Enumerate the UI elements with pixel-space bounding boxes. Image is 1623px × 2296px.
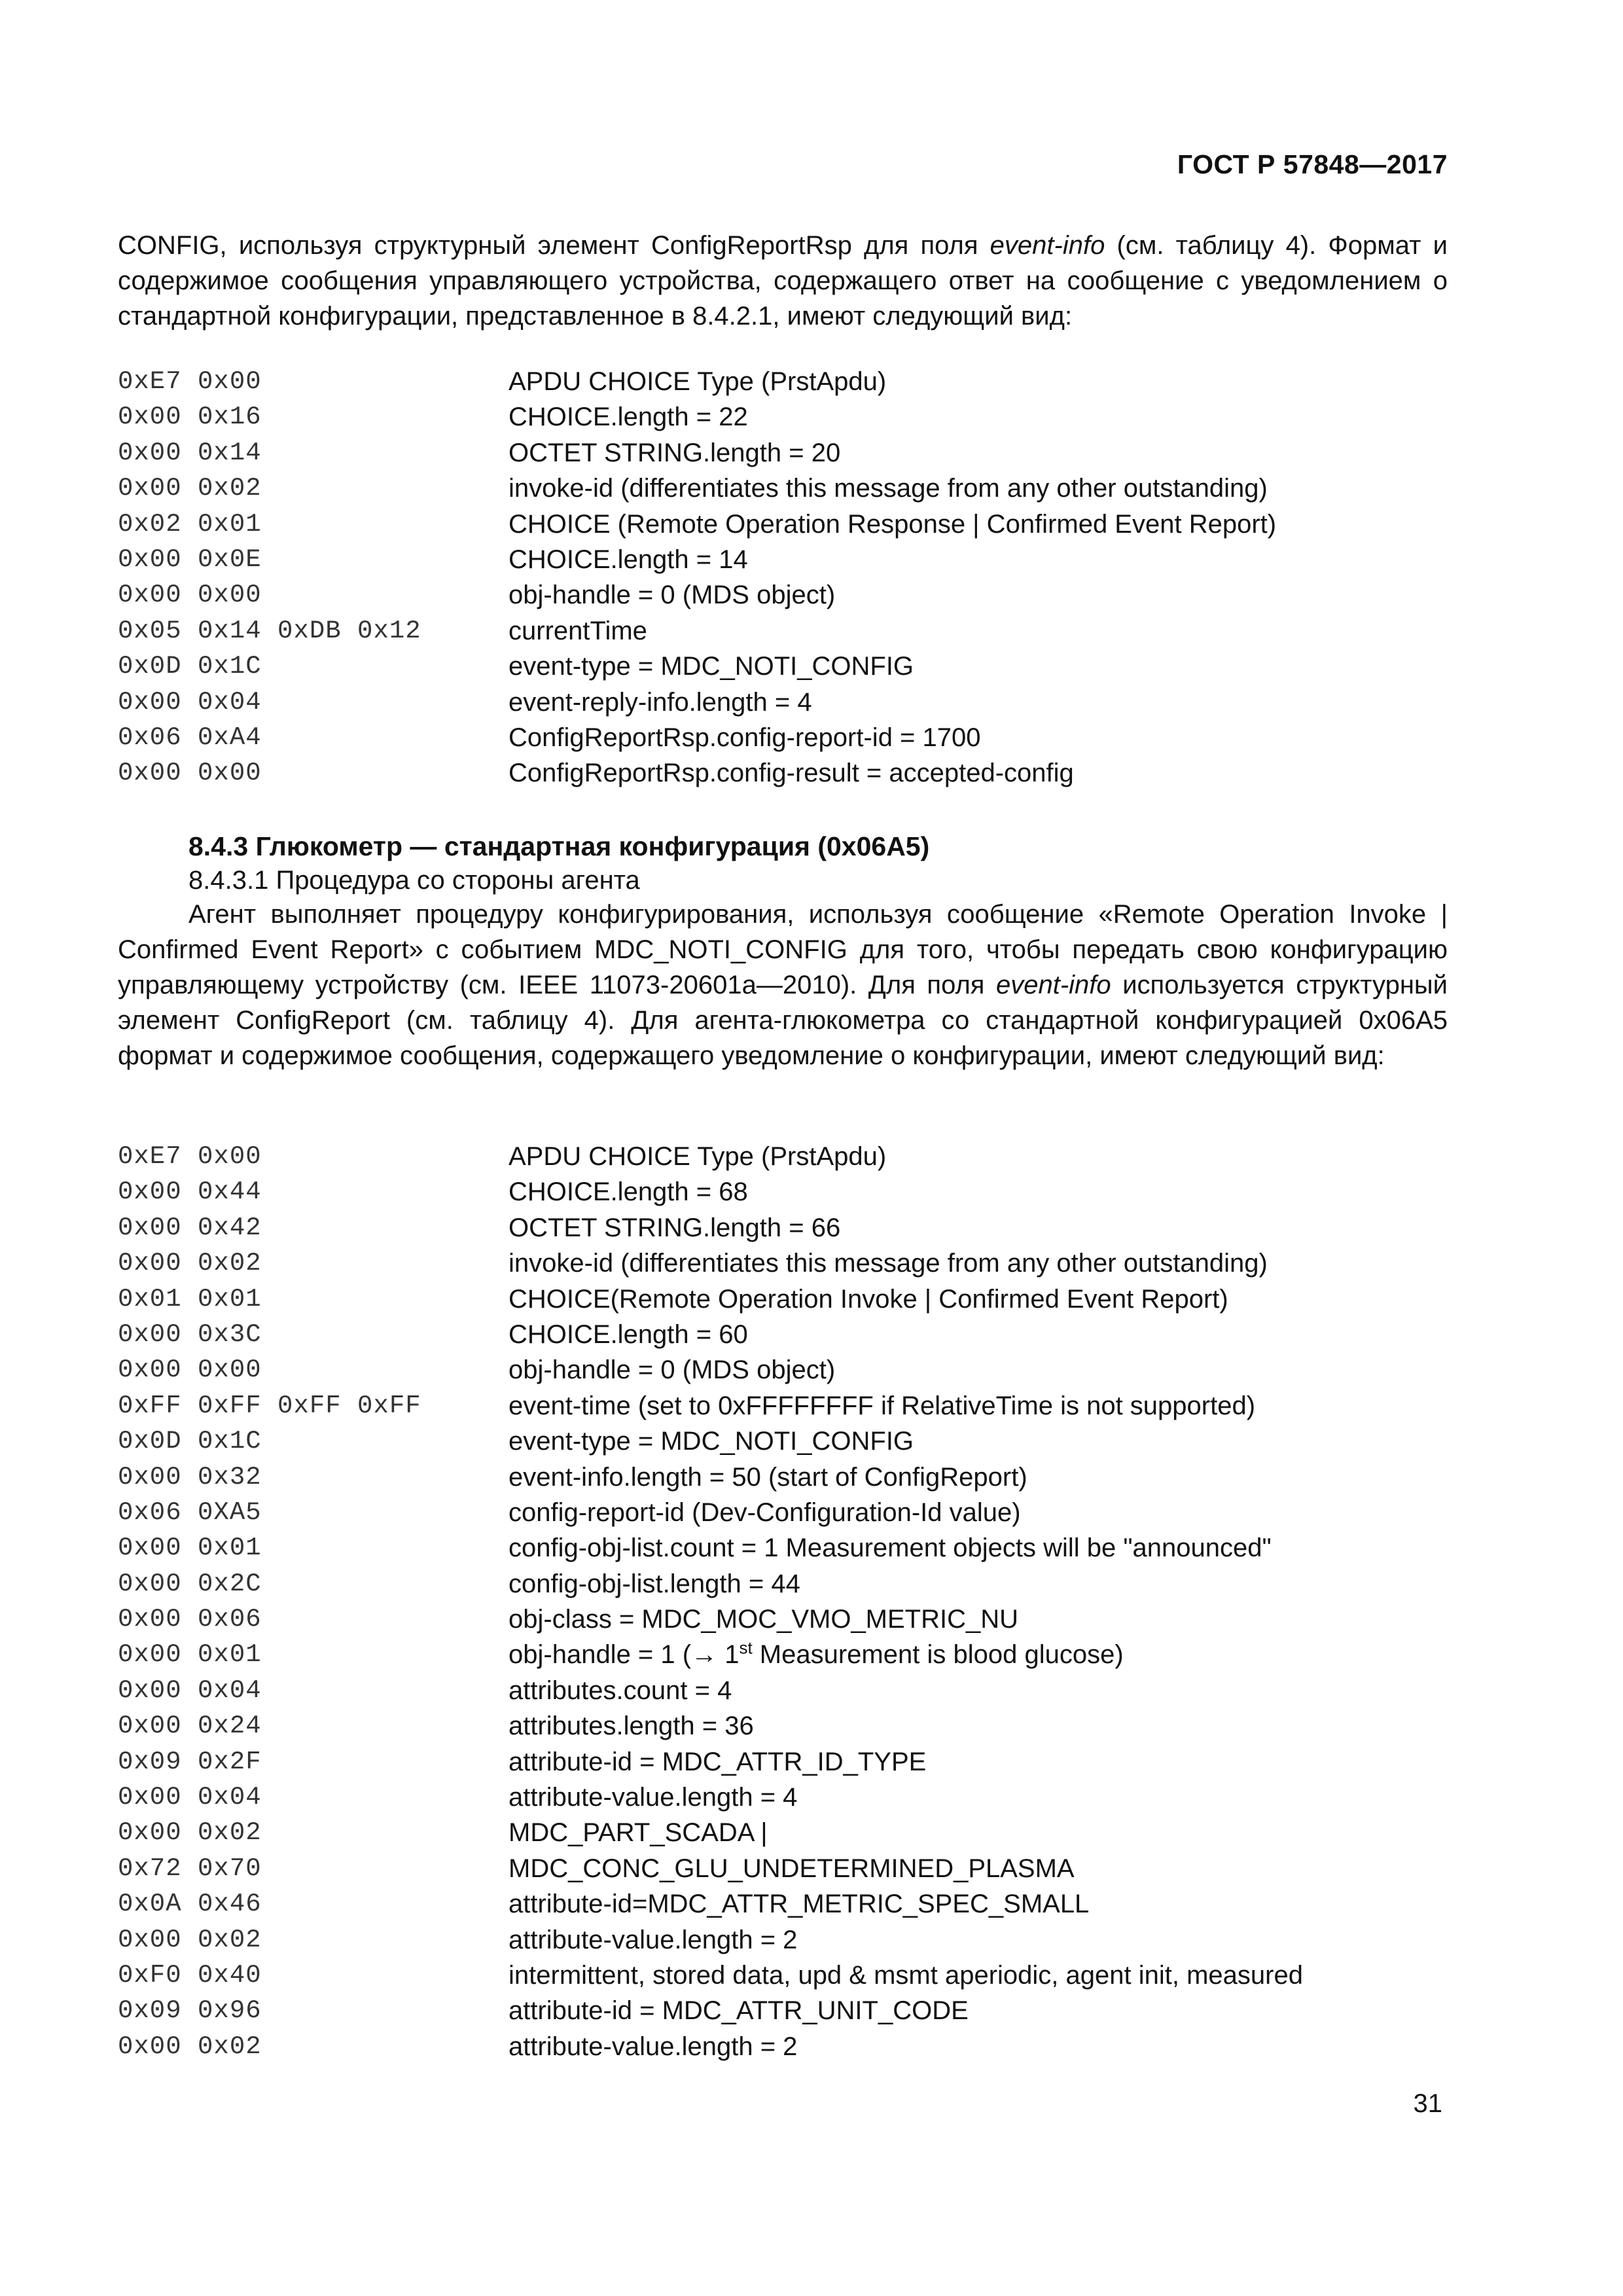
table-row (118, 2029, 1492, 2064)
response-message-table (118, 364, 1492, 791)
hex-bytes: 0x00 0x04 (118, 1676, 262, 1705)
invoke-message-table (118, 1139, 1492, 2064)
hex-bytes: 0xFF 0xFF 0xFF 0xFF (118, 1391, 421, 1420)
field-description: attributes.count = 4 (508, 1676, 732, 1705)
field-description: invoke-id (differentiates this message from any other outstanding) (508, 1249, 1268, 1278)
field-description: CHOICE (Remote Operation Response | Confirmed Event Report) (508, 509, 1277, 539)
hex-bytes: 0x02 0x01 (118, 509, 262, 539)
table-row (118, 507, 1492, 542)
table-row (118, 1460, 1492, 1495)
agent-procedure-paragraph (118, 897, 1448, 1073)
table-row (118, 1602, 1492, 1637)
field-description: attribute-id = MDC_ATTR_ID_TYPE (508, 1747, 927, 1776)
field-description: CHOICE.length = 14 (508, 545, 748, 574)
hex-bytes: 0x06 0xA4 (118, 723, 262, 752)
field-description: attribute-value.length = 2 (508, 2032, 798, 2061)
table-row (118, 1282, 1492, 1317)
field-description: config-obj-list.length = 44 (508, 1569, 800, 1598)
intro-italic-term: event-info (990, 231, 1105, 260)
table-row (118, 613, 1492, 649)
hex-bytes: 0x00 0x00 (118, 759, 262, 788)
table-row (118, 542, 1492, 577)
table-row (118, 755, 1492, 791)
page-number: 31 (1413, 2089, 1442, 2118)
hex-bytes: 0x00 0x14 (118, 438, 262, 467)
field-description: ConfigReportRsp.config-report-id = 1700 (508, 723, 981, 752)
field-description: intermittent, stored data, upd & msmt aperiodic, agent init, measured (508, 1960, 1303, 1990)
subsection-heading: 8.4.3.1 Процедура со стороны агента (188, 866, 640, 895)
table-row (118, 1495, 1492, 1530)
field-description: invoke-id (differentiates this message from any other outstanding) (508, 474, 1268, 503)
table-row (118, 1566, 1492, 1602)
field-description: APDU CHOICE Type (PrstApdu) (508, 367, 887, 396)
hex-bytes: 0x09 0x2F (118, 1747, 262, 1776)
table-row (118, 1637, 1492, 1672)
hex-bytes: 0x0A 0x46 (118, 1890, 262, 1919)
hex-bytes: 0x00 0x00 (118, 581, 262, 610)
field-description: event-type = MDC_NOTI_CONFIG (508, 652, 914, 681)
table-row (118, 1780, 1492, 1815)
field-description: config-report-id (Dev-Configuration-Id value) (508, 1498, 1021, 1527)
field-description: config-obj-list.count = 1 Measurement objects will be "announced" (508, 1534, 1272, 1563)
field-description: attributes.length = 36 (508, 1712, 754, 1741)
table-row (118, 1673, 1492, 1708)
hex-bytes: 0x00 0x06 (118, 1605, 262, 1634)
field-description: attribute-id = MDC_ATTR_UNIT_CODE (508, 1996, 969, 2026)
hex-bytes: 0x72 0x70 (118, 1854, 262, 1883)
hex-bytes: 0x00 0x04 (118, 687, 262, 717)
field-description: OCTET STRING.length = 20 (508, 438, 841, 467)
field-description (508, 1637, 1124, 1672)
field-description: obj-handle = 0 (MDS object) (508, 581, 836, 610)
table-row (118, 720, 1492, 755)
hex-bytes: 0x05 0x14 0xDB 0x12 (118, 616, 421, 645)
field-description: OCTET STRING.length = 66 (508, 1213, 841, 1242)
field-description: ConfigReportRsp.config-result = accepted-config (508, 759, 1074, 788)
table-row (118, 1210, 1492, 1246)
hex-bytes: 0x00 0x2C (118, 1569, 262, 1598)
field-description: MDC_CONC_GLU_UNDETERMINED_PLASMA (508, 1854, 1075, 1883)
table-row (118, 1174, 1492, 1210)
field-description: APDU CHOICE Type (PrstApdu) (508, 1142, 887, 1171)
hex-bytes: 0x00 0x42 (118, 1213, 262, 1242)
table-row (118, 1886, 1492, 1922)
procedure-text-1: Агент выполняет процедуру конфигурирования, используя сообщение «Remote Operation Invoke | Confirmed Event Report» с событием MDC_NOTI_CONFIG для того, чтобы передать свою конфигурацию управляющему устройству (см. IEEE 11073-20601a—2010). Для поля (118, 900, 1448, 999)
hex-bytes: 0x00 0x02 (118, 2032, 262, 2061)
table-row (118, 577, 1492, 613)
intro-text-1: CONFIG, используя структурный элемент ConfigReportRsp для поля (118, 231, 990, 260)
intro-text-2: (см. таблицу 4). Формат и содержимое сообщения управляющего устройства, содержащего ответ на сообщение с уведомлением о стандартной конфигурации, представленное в 8.4.2.1, имеют следующий вид: (118, 231, 1448, 331)
procedure-text-2: используется структурный элемент ConfigReport (см. таблицу 4). Для агента-глюкометра со стандартной конфигурацией 0x06A5 формат и содержимое сообщения, содержащего уведомление о конфигурации, имеют следующий вид: (118, 971, 1448, 1070)
hex-bytes: 0x0D 0x1C (118, 652, 262, 681)
hex-bytes: 0x00 0x16 (118, 403, 262, 432)
table-row (118, 1246, 1492, 1281)
table-row (118, 1352, 1492, 1388)
table-row (118, 435, 1492, 471)
field-description: obj-handle = 0 (MDS object) (508, 1355, 836, 1385)
hex-bytes: 0x0D 0x1C (118, 1427, 262, 1456)
standard-header: ГОСТ Р 57848—2017 (1177, 149, 1448, 179)
hex-bytes: 0x00 0x3C (118, 1319, 262, 1349)
field-description: CHOICE.length = 60 (508, 1319, 748, 1349)
hex-bytes: 0x00 0x02 (118, 1818, 262, 1848)
field-description: obj-class = MDC_MOC_VMO_METRIC_NU (508, 1605, 1019, 1634)
hex-bytes: 0x00 0x01 (118, 1534, 262, 1563)
hex-bytes: 0x00 0x02 (118, 1925, 262, 1954)
table-row (118, 1388, 1492, 1424)
field-description: attribute-value.length = 2 (508, 1925, 798, 1954)
table-row (118, 1424, 1492, 1459)
table-row (118, 471, 1492, 506)
table-row (118, 649, 1492, 684)
table-row (118, 1815, 1492, 1850)
table-row (118, 685, 1492, 720)
hex-bytes: 0xE7 0x00 (118, 1142, 262, 1171)
table-row (118, 1958, 1492, 1993)
field-description: MDC_PART_SCADA | (508, 1818, 768, 1848)
hex-bytes: 0x00 0x02 (118, 1249, 262, 1278)
table-row (118, 1139, 1492, 1174)
description-part: Measurement is blood glucose) (752, 1640, 1124, 1670)
table-row (118, 1317, 1492, 1352)
hex-bytes: 0x00 0x01 (118, 1640, 262, 1670)
hex-bytes: 0x06 0XA5 (118, 1498, 262, 1527)
hex-bytes: 0x00 0x24 (118, 1712, 262, 1741)
hex-bytes: 0x00 0x44 (118, 1177, 262, 1207)
field-description: attribute-value.length = 4 (508, 1783, 798, 1812)
field-description: CHOICE.length = 22 (508, 403, 748, 432)
field-description: CHOICE.length = 68 (508, 1177, 748, 1207)
field-description: event-reply-info.length = 4 (508, 687, 812, 717)
table-row (118, 1708, 1492, 1744)
field-description: currentTime (508, 616, 647, 645)
table-row (118, 1922, 1492, 1958)
field-description: CHOICE(Remote Operation Invoke | Confirmed Event Report) (508, 1284, 1228, 1314)
hex-bytes: 0x00 0x00 (118, 1355, 262, 1385)
table-row (118, 1744, 1492, 1780)
table-row (118, 399, 1492, 435)
field-description: event-info.length = 50 (start of ConfigReport) (508, 1462, 1027, 1492)
field-description: event-time (set to 0xFFFFFFFF if RelativeTime is not supported) (508, 1391, 1256, 1420)
description-part: obj-handle = 1 (→ 1 (508, 1640, 740, 1670)
table-row (118, 364, 1492, 399)
field-description: attribute-id=MDC_ATTR_METRIC_SPEC_SMALL (508, 1890, 1090, 1919)
table-row (118, 1851, 1492, 1886)
table-row (118, 1530, 1492, 1566)
procedure-italic-term: event-info (996, 971, 1111, 999)
intro-paragraph (118, 228, 1448, 334)
superscript: st (739, 1638, 753, 1659)
hex-bytes: 0x09 0x96 (118, 1996, 262, 2026)
hex-bytes: 0x01 0x01 (118, 1284, 262, 1314)
hex-bytes: 0x00 0x0E (118, 545, 262, 574)
table-row (118, 1993, 1492, 2028)
hex-bytes: 0x00 0x04 (118, 1783, 262, 1812)
hex-bytes: 0x00 0x32 (118, 1462, 262, 1492)
hex-bytes: 0xE7 0x00 (118, 367, 262, 396)
section-heading: 8.4.3 Глюкометр — стандартная конфигурация (0x06A5) (188, 831, 930, 861)
hex-bytes: 0x00 0x02 (118, 474, 262, 503)
hex-bytes: 0xF0 0x40 (118, 1960, 262, 1990)
field-description: event-type = MDC_NOTI_CONFIG (508, 1427, 914, 1456)
